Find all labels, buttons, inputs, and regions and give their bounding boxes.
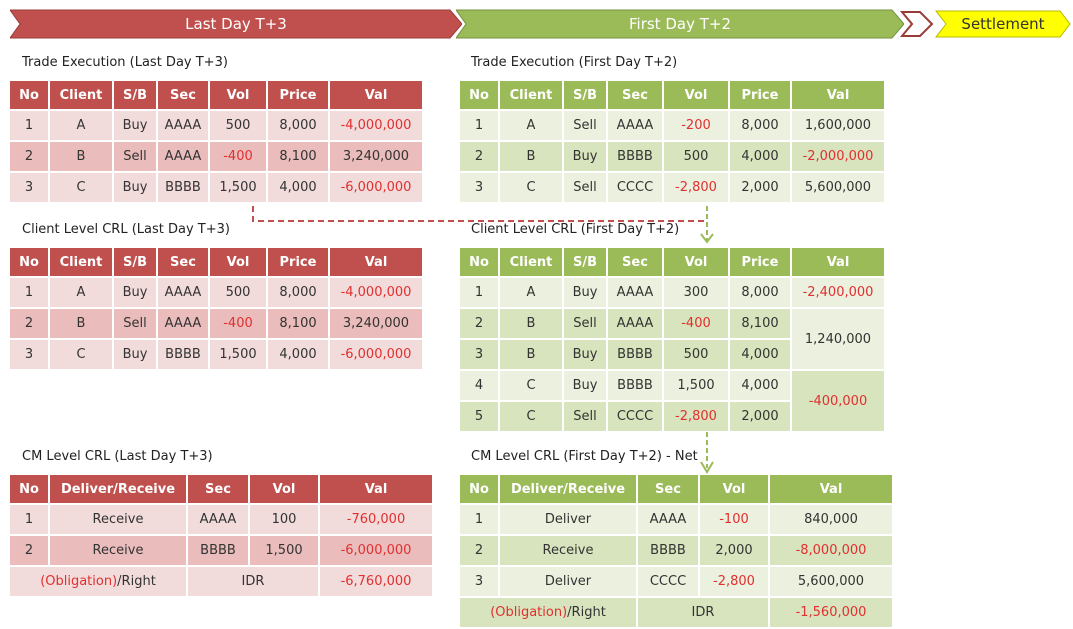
header-row bbox=[460, 248, 884, 276]
header-cell: Vol bbox=[210, 248, 266, 276]
header-cell: Sec bbox=[638, 475, 698, 503]
header-cell: Client bbox=[50, 81, 112, 109]
cell-sec: BBBB bbox=[158, 340, 208, 369]
cell-no: 1 bbox=[10, 278, 48, 307]
cell-val: -2,400,000 bbox=[792, 278, 884, 307]
table-row bbox=[10, 111, 422, 140]
cell-sec: BBBB bbox=[608, 371, 662, 400]
cell-val: 5,600,000 bbox=[770, 567, 892, 596]
cell-client: C bbox=[500, 402, 562, 431]
header-cell: Vol bbox=[250, 475, 318, 503]
cell-deliver-receive: Deliver bbox=[500, 567, 636, 596]
cell-sb: Buy bbox=[564, 340, 606, 369]
table-row bbox=[460, 371, 884, 400]
cell-sec: BBBB bbox=[638, 536, 698, 565]
cm-crl-first-table bbox=[458, 473, 894, 629]
header-cell: No bbox=[10, 248, 48, 276]
cell-no: 1 bbox=[10, 505, 48, 534]
header-cell: S/B bbox=[564, 248, 606, 276]
cell-val: 840,000 bbox=[770, 505, 892, 534]
cell-sec: BBBB bbox=[188, 536, 248, 565]
header-row bbox=[10, 248, 422, 276]
cell-vol: 100 bbox=[250, 505, 318, 534]
cm-crl-last-title: CM Level CRL (Last Day T+3) bbox=[22, 449, 213, 464]
cell-no: 2 bbox=[460, 536, 498, 565]
header-cell: Val bbox=[792, 248, 884, 276]
trade-exec-first-title: Trade Execution (First Day T+2) bbox=[471, 55, 678, 70]
right-label: /Right bbox=[117, 574, 156, 589]
cell-no: 1 bbox=[460, 111, 498, 140]
table-row bbox=[10, 278, 422, 307]
cell-price: 2,000 bbox=[730, 402, 790, 431]
cell-price: 8,100 bbox=[268, 309, 328, 338]
cell-sec: AAAA bbox=[638, 505, 698, 534]
header-cell: Val bbox=[792, 81, 884, 109]
header-cell: Sec bbox=[158, 248, 208, 276]
cell-no: 2 bbox=[10, 309, 48, 338]
cell-no: 4 bbox=[460, 371, 498, 400]
cell-no: 3 bbox=[460, 340, 498, 369]
cell-deliver-receive: Receive bbox=[500, 536, 636, 565]
cell-sec: CCCC bbox=[608, 402, 662, 431]
header-cell: Val bbox=[320, 475, 432, 503]
header-cell: S/B bbox=[114, 248, 156, 276]
header-cell: Price bbox=[730, 81, 790, 109]
cell-no: 2 bbox=[10, 536, 48, 565]
table-row bbox=[460, 142, 884, 171]
cell-sec: AAAA bbox=[158, 309, 208, 338]
table-row bbox=[460, 536, 892, 565]
cell-price: 4,000 bbox=[730, 142, 790, 171]
connector-arrow bbox=[700, 432, 720, 476]
cell-sb: Buy bbox=[114, 340, 156, 369]
cell-sec: AAAA bbox=[158, 142, 208, 171]
cell-vol: 500 bbox=[210, 111, 266, 140]
cell-price: 8,000 bbox=[730, 278, 790, 307]
header-cell: No bbox=[10, 475, 48, 503]
header-cell: Client bbox=[500, 248, 562, 276]
cell-vol: -2,800 bbox=[664, 173, 728, 202]
cell-deliver-receive: Deliver bbox=[500, 505, 636, 534]
header-cell: Price bbox=[730, 248, 790, 276]
cell-no: 3 bbox=[10, 173, 48, 202]
cell-client: C bbox=[500, 173, 562, 202]
table-row bbox=[460, 173, 884, 202]
header-cell: Client bbox=[500, 81, 562, 109]
currency-label: IDR bbox=[638, 598, 768, 627]
cell-sb: Buy bbox=[564, 278, 606, 307]
cell-vol: -100 bbox=[700, 505, 768, 534]
header-cell: No bbox=[10, 81, 48, 109]
header-cell: Vol bbox=[700, 475, 768, 503]
cell-sb: Buy bbox=[564, 142, 606, 171]
cell-price: 4,000 bbox=[268, 173, 328, 202]
table-row bbox=[460, 505, 892, 534]
cell-price: 8,100 bbox=[268, 142, 328, 171]
cell-sb: Sell bbox=[114, 309, 156, 338]
cell-vol: 1,500 bbox=[210, 173, 266, 202]
cell-val-total: -6,760,000 bbox=[320, 567, 432, 596]
header-cell: Sec bbox=[608, 248, 662, 276]
cell-sb: Buy bbox=[114, 111, 156, 140]
cm-crl-last-table bbox=[8, 473, 434, 598]
cell-val: 1,600,000 bbox=[792, 111, 884, 140]
cell-no: 5 bbox=[460, 402, 498, 431]
cell-price: 2,000 bbox=[730, 173, 790, 202]
cell-price: 4,000 bbox=[730, 340, 790, 369]
header-cell: Sec bbox=[158, 81, 208, 109]
trade-exec-last-table bbox=[8, 79, 424, 204]
cell-val: -760,000 bbox=[320, 505, 432, 534]
client-crl-first-table bbox=[458, 246, 886, 433]
currency-label: IDR bbox=[188, 567, 318, 596]
obligation-right-label bbox=[10, 567, 186, 596]
cell-client: C bbox=[50, 340, 112, 369]
header-cell: Vol bbox=[210, 81, 266, 109]
right-label: /Right bbox=[567, 605, 606, 620]
cell-vol: -400 bbox=[664, 309, 728, 338]
cell-client: C bbox=[50, 173, 112, 202]
cell-val-merged: -400,000 bbox=[792, 371, 884, 431]
header-cell: No bbox=[460, 81, 498, 109]
cell-val-total: -1,560,000 bbox=[770, 598, 892, 627]
cell-vol: -2,800 bbox=[664, 402, 728, 431]
cell-sec: AAAA bbox=[158, 278, 208, 307]
header-cell: Vol bbox=[664, 248, 728, 276]
table-row bbox=[10, 505, 432, 534]
cell-vol: 2,000 bbox=[700, 536, 768, 565]
cell-client: A bbox=[500, 111, 562, 140]
cell-sec: CCCC bbox=[638, 567, 698, 596]
header-cell: Val bbox=[770, 475, 892, 503]
cell-sec: CCCC bbox=[608, 173, 662, 202]
cell-val-merged: 1,240,000 bbox=[792, 309, 884, 369]
banner-last-day-label: Last Day T+3 bbox=[185, 15, 287, 33]
cell-val: -6,000,000 bbox=[330, 173, 422, 202]
cell-val: -4,000,000 bbox=[330, 111, 422, 140]
table-row bbox=[460, 567, 892, 596]
cell-price: 8,000 bbox=[268, 278, 328, 307]
table-row bbox=[10, 567, 432, 596]
cell-sec: BBBB bbox=[608, 340, 662, 369]
client-crl-last-table bbox=[8, 246, 424, 371]
cell-no: 3 bbox=[460, 567, 498, 596]
cell-vol: 300 bbox=[664, 278, 728, 307]
cell-val: -2,000,000 bbox=[792, 142, 884, 171]
header-row bbox=[460, 81, 884, 109]
cell-sec: AAAA bbox=[188, 505, 248, 534]
table-row bbox=[10, 536, 432, 565]
cell-sec: AAAA bbox=[608, 309, 662, 338]
header-cell: Sec bbox=[608, 81, 662, 109]
cell-sec: AAAA bbox=[608, 111, 662, 140]
cell-val: -6,000,000 bbox=[330, 340, 422, 369]
header-row bbox=[10, 81, 422, 109]
cell-sb: Buy bbox=[564, 371, 606, 400]
cell-vol: -400 bbox=[210, 142, 266, 171]
cell-sec: AAAA bbox=[158, 111, 208, 140]
cell-val: -6,000,000 bbox=[320, 536, 432, 565]
cell-deliver-receive: Receive bbox=[50, 536, 186, 565]
banner-settlement bbox=[934, 8, 1072, 40]
table-row bbox=[460, 111, 884, 140]
cell-vol: 500 bbox=[210, 278, 266, 307]
cell-price: 8,100 bbox=[730, 309, 790, 338]
cell-price: 4,000 bbox=[730, 371, 790, 400]
cell-client: A bbox=[500, 278, 562, 307]
header-cell: Val bbox=[330, 248, 422, 276]
table-row bbox=[10, 173, 422, 202]
cell-vol: 500 bbox=[664, 142, 728, 171]
cell-val: 3,240,000 bbox=[330, 309, 422, 338]
cell-no: 3 bbox=[460, 173, 498, 202]
header-cell: S/B bbox=[564, 81, 606, 109]
cell-client: A bbox=[50, 111, 112, 140]
cell-vol: 500 bbox=[664, 340, 728, 369]
cell-vol: -400 bbox=[210, 309, 266, 338]
banner-last-day bbox=[10, 8, 462, 40]
cell-sec: BBBB bbox=[158, 173, 208, 202]
cell-val: 3,240,000 bbox=[330, 142, 422, 171]
cell-no: 2 bbox=[10, 142, 48, 171]
cell-price: 4,000 bbox=[268, 340, 328, 369]
cell-client: A bbox=[50, 278, 112, 307]
cell-price: 8,000 bbox=[730, 111, 790, 140]
header-cell: Price bbox=[268, 248, 328, 276]
cell-client: B bbox=[50, 309, 112, 338]
cell-vol: 1,500 bbox=[664, 371, 728, 400]
cell-sec: AAAA bbox=[608, 278, 662, 307]
cell-deliver-receive: Receive bbox=[50, 505, 186, 534]
trade-exec-last-title: Trade Execution (Last Day T+3) bbox=[22, 55, 228, 70]
banner-first-day bbox=[456, 8, 904, 40]
cell-vol: -2,800 bbox=[700, 567, 768, 596]
header-cell: S/B bbox=[114, 81, 156, 109]
cell-client: B bbox=[500, 309, 562, 338]
header-cell: Deliver/Receive bbox=[500, 475, 636, 503]
cell-client: B bbox=[500, 142, 562, 171]
cell-sb: Sell bbox=[564, 173, 606, 202]
header-cell: Deliver/Receive bbox=[50, 475, 186, 503]
banner-settlement-label: Settlement bbox=[961, 15, 1045, 33]
obligation-label: (Obligation) bbox=[490, 605, 568, 620]
banner-first-day-label: First Day T+2 bbox=[629, 15, 731, 33]
cell-price: 8,000 bbox=[268, 111, 328, 140]
cell-sb: Sell bbox=[564, 111, 606, 140]
table-row bbox=[460, 278, 884, 307]
cell-vol: 1,500 bbox=[250, 536, 318, 565]
cell-no: 1 bbox=[460, 278, 498, 307]
client-crl-first-title: Client Level CRL (First Day T+2) bbox=[471, 222, 680, 237]
cell-client: C bbox=[500, 371, 562, 400]
table-row bbox=[10, 142, 422, 171]
cell-sec: BBBB bbox=[608, 142, 662, 171]
cell-sb: Sell bbox=[564, 309, 606, 338]
table-row bbox=[460, 309, 884, 338]
header-row bbox=[460, 475, 892, 503]
header-row bbox=[10, 475, 432, 503]
client-crl-last-title: Client Level CRL (Last Day T+3) bbox=[22, 222, 230, 237]
cell-no: 3 bbox=[10, 340, 48, 369]
connector-arrow bbox=[248, 204, 718, 248]
cm-crl-first-title: CM Level CRL (First Day T+2) - Net bbox=[471, 449, 698, 464]
table-row bbox=[10, 340, 422, 369]
cell-sb: Buy bbox=[114, 278, 156, 307]
trade-exec-first-table bbox=[458, 79, 886, 204]
cell-sb: Sell bbox=[114, 142, 156, 171]
cell-vol: 1,500 bbox=[210, 340, 266, 369]
header-cell: Val bbox=[330, 81, 422, 109]
header-cell: No bbox=[460, 475, 498, 503]
header-cell: Client bbox=[50, 248, 112, 276]
cell-vol: -200 bbox=[664, 111, 728, 140]
cell-val: -4,000,000 bbox=[330, 278, 422, 307]
cell-no: 2 bbox=[460, 309, 498, 338]
header-cell: No bbox=[460, 248, 498, 276]
header-cell: Sec bbox=[188, 475, 248, 503]
header-cell: Price bbox=[268, 81, 328, 109]
cell-client: B bbox=[50, 142, 112, 171]
table-row bbox=[10, 309, 422, 338]
cell-no: 1 bbox=[460, 505, 498, 534]
cell-val: -8,000,000 bbox=[770, 536, 892, 565]
cell-no: 2 bbox=[460, 142, 498, 171]
cell-no: 1 bbox=[10, 111, 48, 140]
header-cell: Vol bbox=[664, 81, 728, 109]
obligation-label: (Obligation) bbox=[40, 574, 118, 589]
cell-sb: Sell bbox=[564, 402, 606, 431]
cell-sb: Buy bbox=[114, 173, 156, 202]
cell-val: 5,600,000 bbox=[792, 173, 884, 202]
cell-client: B bbox=[500, 340, 562, 369]
